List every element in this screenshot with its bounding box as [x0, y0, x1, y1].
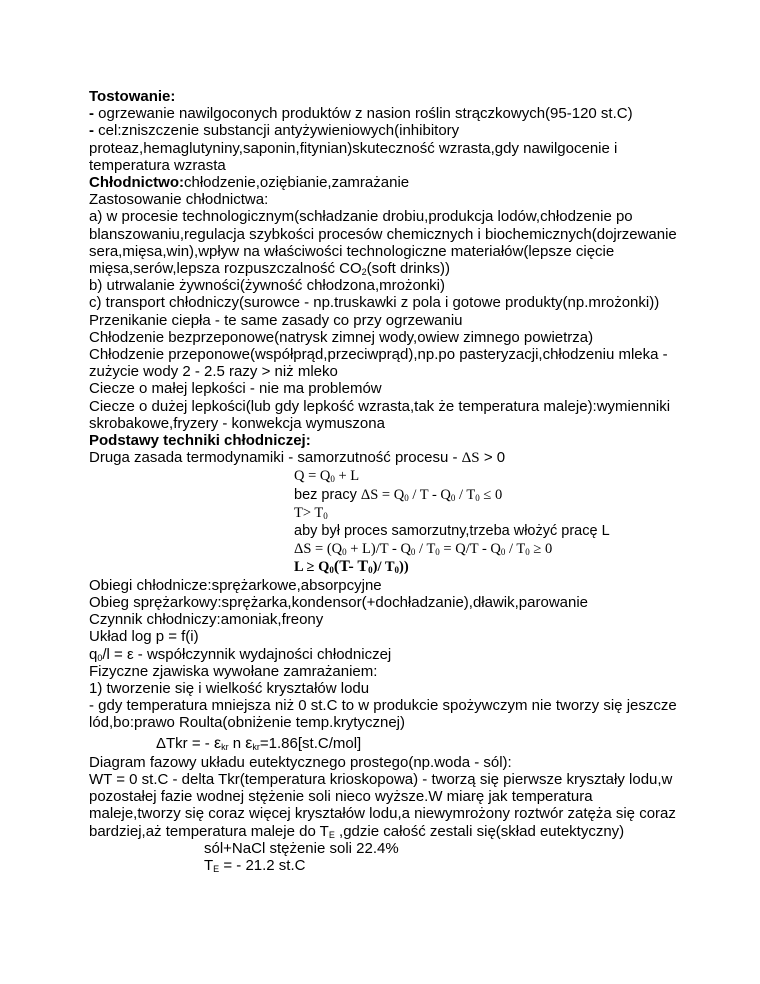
text-line: zużycie wody 2 - 2.5 razy > niż mleko	[89, 363, 338, 381]
formula-line: ΔTkr = - $\varepsilon_{kr}$ n $\varepsilon_{kr}=1.86[st.C/mol]$	[156, 734, 362, 752]
formula-line: $L \ge Q_0(T-$ $T_0)/$ $T_0$))	[294, 558, 409, 576]
eutectic-values	[89, 840, 729, 874]
text-line: Zastosowanie chłodnictwa:	[89, 191, 269, 209]
text-line: bardziej,aż temperatura maleje do $T_E$ ,gdzie całość zestali się(skład eutektyczny)	[89, 822, 625, 840]
text-line: Druga zasada termodynamiki - samorzutność procesu - ΔS > 0	[89, 449, 506, 467]
text-line: mięsa,serów,lepsza rozpuszczalność $CO_2(soft$ drinks))	[89, 260, 450, 278]
text-line: 1) tworzenie się i wielkość kryształów lodu	[89, 679, 370, 697]
text-line: WT = 0 st.C - delta Tkr(temperatura krioskopowa) - tworzą się pierwsze kryształy lodu,w	[89, 770, 673, 788]
formula-line: bez pracy $\Delta S = Q_0 / T - Q_0 / T_0 \le 0$	[294, 486, 503, 503]
section-heading-tostowanie: Tostowanie:	[89, 88, 176, 105]
text-line: sól+NaCl stężenie soli 22.4%	[204, 839, 399, 857]
text-line: Przenikanie ciepła - te same zasady co przy ogrzewaniu	[89, 311, 463, 329]
text-line: skrobakowe,fryzery - konwekcja wymuszona	[89, 414, 385, 432]
text-line: Diagram fazowy układu eutektycznego prostego(np.woda - sól):	[89, 753, 512, 771]
text-line: lód,bo:prawo Roulta(obniżenie temp.krytycznej)	[89, 714, 405, 732]
text-line: $T_E$ = - 21.2 st.C	[204, 856, 306, 874]
text-line: Chłodzenie bezprzeponowe(natrysk zimnej wody,owiew zimnego powietrza)	[89, 328, 594, 346]
text-line: a) w procesie technologicznym(schładzanie drobiu,produkcja lodów,chłodzenie po	[89, 208, 633, 226]
text-line: temperatura wzrasta	[89, 156, 226, 174]
formula-line: $\Delta S = (Q_0 + L)/T - Q_0 / T_0 = Q/T - Q_0 / T_0 \ge 0$	[294, 541, 553, 558]
text-line: Układ log p = f(i)	[89, 628, 199, 646]
text-line: Czynnik chłodniczy:amoniak,freony	[89, 611, 324, 629]
text-line: Fizyczne zjawiska wywołane zamrażaniem:	[89, 662, 378, 680]
text-line: pozostałej fazie wodnej stężenie soli nieco wyższe.W miarę jak temperatura	[89, 788, 593, 806]
document-page	[89, 88, 729, 874]
section-heading-chlodnictwo: Chłodnictwo:chłodzenie,oziębianie,zamrażanie	[89, 174, 410, 192]
section-heading-podstawy: Podstawy techniki chłodniczej:	[89, 432, 311, 450]
text-line: Obiegi chłodnicze:sprężarkowe,absorpcyjne	[89, 576, 382, 594]
formula-block	[89, 467, 729, 576]
text-line: Ciecze o małej lepkości - nie ma problemów	[89, 380, 382, 398]
text-line: - gdy temperatura mniejsza niż 0 st.C to w produkcie spożywczym nie tworzy się jeszcze	[89, 697, 677, 715]
formula-line: aby był proces samorzutny,trzeba włożyć pracę L	[294, 523, 610, 540]
text-line: $q_0/l = \varepsilon$ - współczynnik wydajności chłodniczej	[89, 645, 392, 663]
text-line: Chłodzenie przeponowe(współprąd,przeciwprąd),np.po pasteryzacji,chłodzeniu mleka -	[89, 346, 668, 364]
text-line: b) utrwalanie żywności(żywność chłodzona,mrożonki)	[89, 277, 445, 295]
text-line: Ciecze o dużej lepkości(lub gdy lepkość wzrasta,tak że temperatura maleje):wymienniki	[89, 397, 671, 415]
formula-line: $T> T_0$	[294, 504, 328, 521]
text-line: maleje,tworzy się coraz więcej kryształów lodu,a niewymrożony roztwór zatęża się coraz	[89, 805, 676, 823]
text-line: - ogrzewanie nawilgoconych produktów z nasion roślin strączkowych(95-120 st.C)	[89, 105, 633, 123]
text-line: Obieg sprężarkowy:sprężarka,kondensor(+dochładzanie),dławik,parowanie	[89, 593, 589, 611]
text-line: - cel:zniszczenie substancji antyżywieniowych(inhibitory	[89, 122, 460, 140]
text-line: blanszowaniu,regulacja szybkości procesów chemicznych i biochemicznych(dojrzewanie	[89, 225, 677, 243]
text-line: proteaz,hemaglutyniny,saponin,fitynian)skuteczność wzrasta,gdy nawilgocenie i	[89, 139, 618, 157]
text-line: sera,mięsa,win),wpływ na właściwości technologiczne materiałów(lepsze cięcie	[89, 242, 615, 260]
formula-line: $Q = Q_0 + L$	[294, 468, 360, 485]
text-line: c) transport chłodniczy(surowce - np.truskawki z pola i gotowe produkty(np.mrożonki))	[89, 294, 660, 312]
